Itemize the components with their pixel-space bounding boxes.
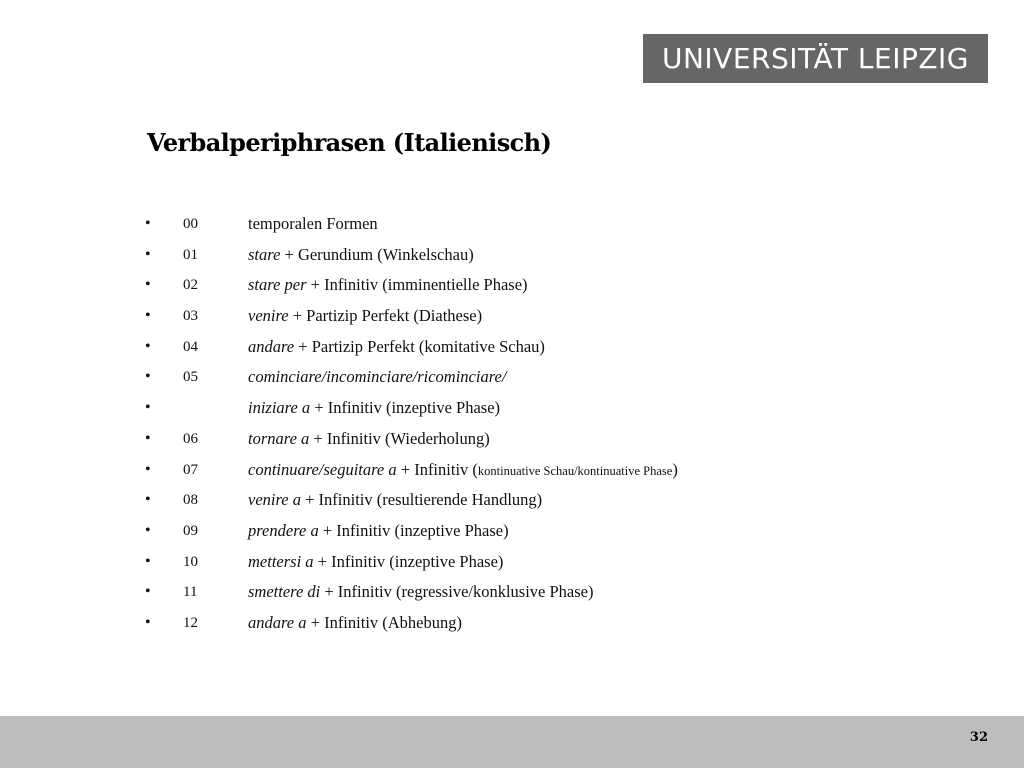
bullet-icon: • <box>145 429 151 447</box>
item-text <box>248 516 509 548</box>
bullet-icon: • <box>145 215 151 232</box>
bullet-icon: • <box>145 491 151 509</box>
list-item <box>0 577 1024 608</box>
item-text <box>248 608 462 640</box>
list-item <box>0 485 1024 516</box>
item-description: + Infinitiv (inzeptive Phase) <box>313 551 504 571</box>
item-number: 05 <box>183 369 198 386</box>
item-description: + Infinitiv (Wiederholung) <box>309 428 490 448</box>
item-close-paren: ) <box>672 459 678 479</box>
item-number: 00 <box>183 216 198 232</box>
item-number: 03 <box>183 308 198 325</box>
university-logo <box>643 34 988 83</box>
footer-bar <box>0 716 1024 768</box>
item-description: + Infinitiv (resultierende Handlung) <box>301 490 543 510</box>
item-text <box>248 393 500 425</box>
bullet-icon: • <box>145 552 151 570</box>
item-description: + Infinitiv (regressive/konklusive Phase) <box>320 582 594 602</box>
list-item <box>0 332 1024 363</box>
item-number: 02 <box>183 277 198 294</box>
item-note: kontinuative Schau/kontinuative Phase <box>477 463 673 478</box>
item-description: temporalen Formen <box>248 214 378 233</box>
bullet-icon: • <box>145 245 151 263</box>
list-item <box>0 608 1024 639</box>
slide-title: Verbalperiphrasen (Italienisch) <box>147 128 552 157</box>
item-description: + Partizip Perfekt (komitative Schau) <box>294 336 545 356</box>
list-item <box>0 270 1024 301</box>
item-verb: iniziare a <box>248 398 311 418</box>
item-text <box>248 240 474 272</box>
list-item <box>0 240 1024 271</box>
university-logo-text: UNIVERSITÄT LEIPZIG <box>661 42 969 75</box>
item-description: + Gerundium (Winkelschau) <box>280 244 474 264</box>
bullet-icon: • <box>145 583 151 601</box>
item-number: 10 <box>183 553 198 570</box>
item-verb: smettere di <box>248 582 321 602</box>
item-verb: cominciare/incominciare/ricominciare/ <box>248 367 507 387</box>
item-number: 01 <box>183 246 198 263</box>
item-text <box>248 547 503 579</box>
item-number: 11 <box>183 584 198 601</box>
item-number: 07 <box>183 461 198 478</box>
list-item <box>0 362 1024 393</box>
list-item <box>0 301 1024 332</box>
bullet-icon: • <box>145 307 151 325</box>
bullet-icon: • <box>145 460 151 478</box>
list-item <box>0 209 1024 240</box>
item-verb: stare <box>248 244 281 264</box>
bullet-icon: • <box>145 399 151 417</box>
bullet-icon: • <box>145 613 151 631</box>
list-item <box>0 516 1024 547</box>
item-description: + Infinitiv (imminentielle Phase) <box>306 275 528 295</box>
item-text <box>248 301 482 333</box>
item-verb: continuare/seguitare a <box>248 459 397 479</box>
item-verb: tornare a <box>248 428 310 448</box>
periphrasis-list <box>0 209 1024 639</box>
bullet-icon: • <box>145 368 151 386</box>
page-number: 32 <box>969 730 988 745</box>
list-item <box>0 455 1024 486</box>
item-verb: andare a <box>248 612 307 632</box>
item-verb: stare per <box>248 275 307 295</box>
item-verb: venire a <box>248 490 301 510</box>
item-verb: venire <box>248 306 289 326</box>
item-text <box>248 485 542 517</box>
item-description: + Infinitiv (inzeptive Phase) <box>318 520 509 540</box>
item-verb: mettersi a <box>248 551 314 571</box>
item-verb: prendere a <box>248 520 319 540</box>
item-number: 09 <box>183 522 198 539</box>
item-text <box>248 362 506 394</box>
bullet-icon: • <box>145 337 151 355</box>
list-item <box>0 393 1024 424</box>
item-description: + Infinitiv (Abhebung) <box>306 612 463 632</box>
list-item <box>0 424 1024 455</box>
list-item <box>0 547 1024 578</box>
item-number: 12 <box>183 614 198 631</box>
item-description: + Infinitiv ( <box>396 459 478 479</box>
item-text <box>248 332 545 364</box>
item-description: + Partizip Perfekt (Diathese) <box>288 306 483 326</box>
bullet-icon: • <box>145 276 151 294</box>
item-number: 06 <box>183 430 198 447</box>
bullet-icon: • <box>145 521 151 539</box>
item-verb: andare <box>248 336 295 356</box>
item-text <box>248 270 528 302</box>
item-text <box>248 577 594 609</box>
item-text <box>248 209 378 241</box>
item-number: 08 <box>183 492 198 509</box>
item-text <box>248 455 678 487</box>
item-number: 04 <box>183 338 198 355</box>
item-text <box>248 424 490 456</box>
item-description: + Infinitiv (inzeptive Phase) <box>310 398 501 418</box>
